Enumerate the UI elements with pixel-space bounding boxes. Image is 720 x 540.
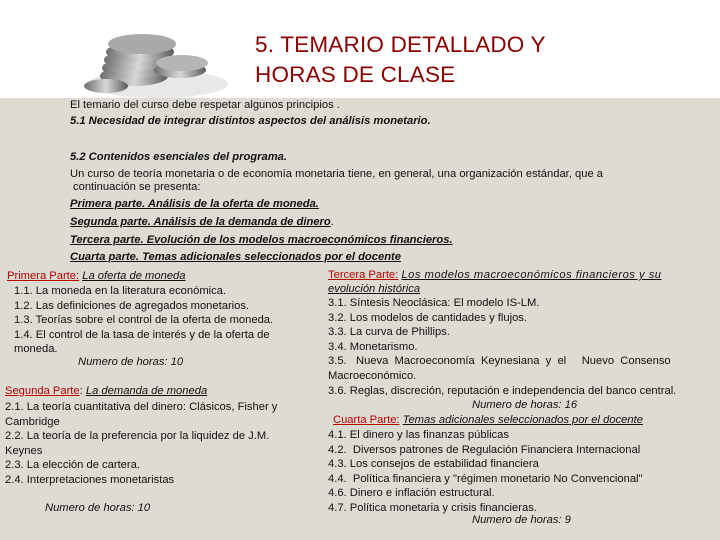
list-item: 3.3. La curva de Phillips. [328, 326, 450, 339]
summary-part-2: Segunda parte. Análisis de la demanda de dinero [70, 216, 331, 228]
list-item: 1.2. Las definiciones de agregados monetarios. [14, 299, 250, 312]
part-2-title: La demanda de moneda [85, 385, 208, 397]
list-item: Cambridge [5, 415, 60, 428]
summary-part-4: Cuarta parte. Temas adicionales seleccionados por el docente [70, 251, 401, 263]
part-3-title-line-1: Los modelos macroeconómicos financieros y su [401, 269, 662, 281]
part-1-heading [7, 269, 185, 285]
intro-line: El temario del curso debe respetar algunos principios . [70, 99, 340, 111]
list-item: 2.3. La elección de cartera. [5, 459, 140, 472]
list-item: 4.6. Dinero e inflación estructural. [328, 487, 495, 500]
slide-title-line-1: 5. TEMARIO DETALLADO Y [255, 32, 546, 57]
part-4-label: Cuarta Parte: [333, 414, 400, 426]
part-1-label: Primera Parte: [7, 270, 80, 282]
part-3-title-line-2: evolución histórica [328, 283, 421, 295]
part-2-separator: : [79, 385, 86, 397]
part-4-title: Temas adicionales seleccionados por el docente [402, 414, 643, 426]
summary-part-2-row [70, 215, 334, 231]
part-1-list [14, 284, 304, 357]
list-item: Keynes [5, 444, 43, 457]
intro-paragraph-line-1: Un curso de teoría monetaria o de economía monetaria tiene, en general, una organización estándar, que a [70, 168, 603, 180]
slide-title-line-2: HORAS DE CLASE [255, 62, 456, 87]
part-2-list [5, 400, 315, 488]
part-2-label: Segunda Parte [5, 385, 80, 397]
part-2-hours: Numero de horas: 10 [45, 502, 151, 514]
slide-title [255, 30, 695, 90]
part-3-label: Tercera Parte: [328, 269, 399, 281]
list-item: 3.5. Nueva Macroeconomía Keynesiana y el Nuevo Consenso [328, 355, 671, 368]
list-item: 3.1. Síntesis Neoclásica: El modelo IS-LM. [328, 297, 540, 309]
list-item: 1.4. El control de la tasa de interés y de la oferta de [14, 328, 270, 341]
part-3-list [328, 296, 713, 398]
intro-paragraph-line-2: continuación se presenta: [73, 181, 201, 193]
part-3-hours: Numero de horas: 16 [472, 399, 578, 411]
part-2-heading [5, 384, 207, 400]
summary-part-1: Primera parte. Análisis de la oferta de moneda. [70, 198, 319, 210]
list-item: 2.2. La teoría de la preferencia por la liquidez de J.M. [5, 430, 270, 443]
list-item: 3.2. Los modelos de cantidades y flujos. [328, 311, 528, 324]
part-4-heading [333, 413, 643, 429]
list-item: 4.3. Los consejos de estabilidad financiera [328, 458, 539, 471]
list-item: 3.4. Monetarismo. [328, 340, 418, 353]
part-4-hours: Numero de horas: 9 [472, 514, 571, 526]
list-item: 2.4. Interpretaciones monetaristas [5, 473, 175, 486]
summary-part-2-suffix: . [330, 216, 334, 228]
part-1-hours: Numero de horas: 10 [78, 356, 184, 368]
part-4-list [328, 428, 713, 516]
list-item: 3.6. Reglas, discreción, reputación e independencia del banco central. [328, 384, 677, 397]
section-5-1-heading: 5.1 Necesidad de integrar distintos aspectos del análisis monetario. [70, 115, 431, 127]
list-item: 4.7. Política monetaria y crisis financieras. [328, 501, 537, 514]
list-item: 1.1. La moneda en la literatura económica. [14, 285, 227, 297]
list-item: Macroeconómico. [328, 369, 417, 382]
list-item: 4.1. El dinero y las finanzas públicas [328, 429, 509, 441]
list-item: 2.1. La teoría cuantitativa del dinero: Clásicos, Fisher y [5, 401, 278, 413]
list-item: 4.2. Diversos patrones de Regulación Financiera Internacional [328, 443, 641, 456]
list-item: 4.4. Política financiera y "régimen monetario No Convencional" [328, 472, 643, 485]
summary-part-3: Tercera parte. Evolución de los modelos macroeconómicos financieros. [70, 234, 453, 246]
section-5-2-heading: 5.2 Contenidos esenciales del programa. [70, 151, 287, 163]
list-item: moneda. [14, 343, 58, 356]
coins-stack-icon [76, 2, 236, 102]
list-item: 1.3. Teorías sobre el control de la oferta de moneda. [14, 314, 274, 327]
part-1-title: La oferta de moneda [82, 270, 186, 282]
